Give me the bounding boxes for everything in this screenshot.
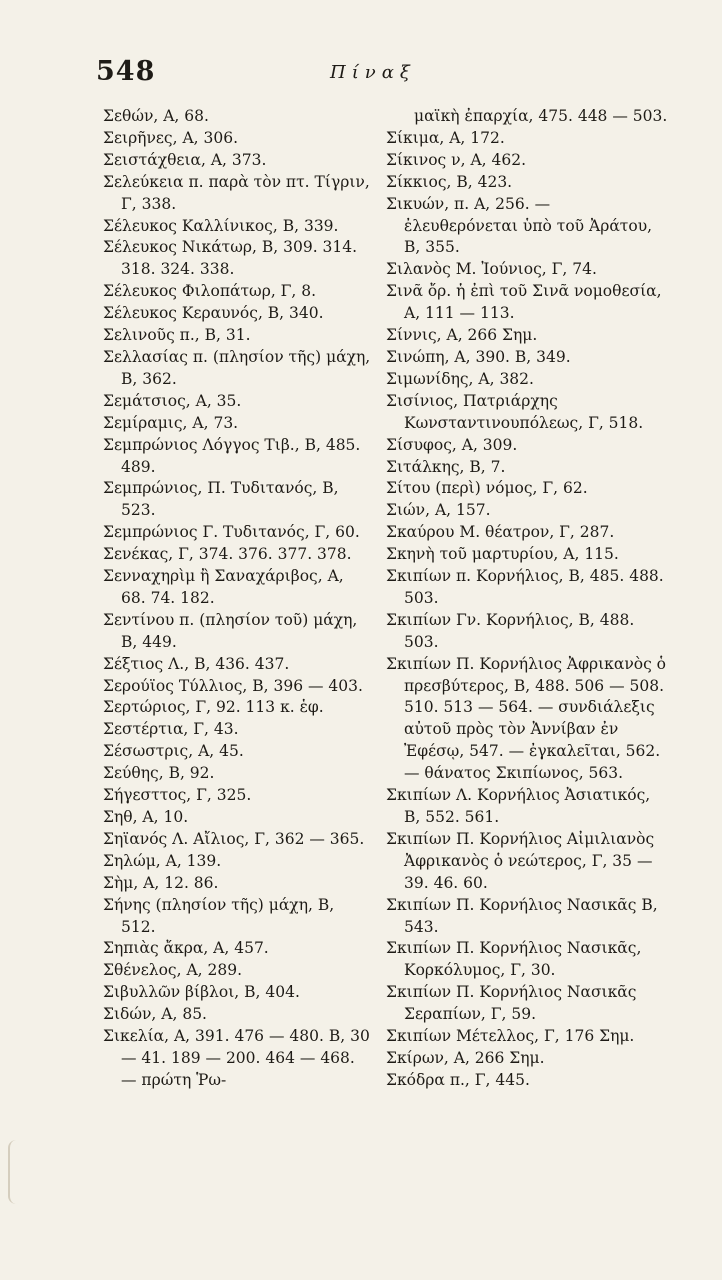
index-entry: Σέλευκος Νικάτωρ, Β, 309. 314. 318. 324. 338. <box>103 238 358 279</box>
index-entry: Σεύθης, Β, 92. <box>103 764 215 783</box>
index-entry: Σιβυλλῶν βίβλοι, Β, 404. <box>103 983 300 1002</box>
index-entry: Σκιπίων Π. Κορνήλιος Νασικᾶς Β, 543. <box>386 895 658 936</box>
index-entry: Σήνης (πλησίον τῆς) μάχη, Β, 512. <box>103 895 335 936</box>
index-entry: Σηπιὰς ἄκρα, Α, 457. <box>103 939 269 958</box>
index-entry: Σελεύκεια π. παρὰ τὸν πτ. Τίγριν, Γ, 338. <box>103 172 370 213</box>
index-entry: Σερτώριος, Γ, 92. 113 κ. ἑφ. <box>103 698 324 717</box>
index-entry: Σηθ, Α, 10. <box>103 808 189 826</box>
index-entry: Σθένελος, Α, 289. <box>103 961 243 980</box>
index-entry: Σκιπίων Π. Κορνήλιος Ἀφρικανὸς ὁ πρεσβύτερος, Β, 488. 506 — 508. 510. 513 — 564. — συνδιάλεξις αὐτοῦ πρὸς τὸν Ἀννίβαν ἐν Ἐφέσῳ, 547. — ἐγκαλεῖται, 562. — θάνατος Σκιπίωνος, 563. <box>386 654 667 783</box>
index-entry: Σεμπρώνιος Λόγγος Τιβ., Β, 485. 489. <box>103 435 361 476</box>
index-entry: Σικελία, Α, 391. 476 — 480. Β, 30 — 41. 189 — 200. 464 — 468. — πρώτη Ῥω- <box>103 1027 370 1089</box>
index-entry: Σεμίραμις, Α, 73. <box>103 413 239 432</box>
index-entry: Σειρῆνες, Α, 306. <box>103 128 239 147</box>
index-entry: Σιτάλκης, Β, 7. <box>386 457 506 476</box>
index-column-right <box>386 106 668 1092</box>
index-entry: Σιών, Α, 157. <box>386 501 491 520</box>
index-entry: Σιμωνίδης, Α, 382. <box>386 369 534 388</box>
index-entry: Σκηνὴ τοῦ μαρτυρίου, Α, 115. <box>386 545 619 564</box>
index-entry: Σεθών, Α, 68. <box>103 107 209 125</box>
index-entry: Σεντίνου π. (πλησίον τοῦ) μάχη, Β, 449. <box>103 610 358 651</box>
index-entry: Σισίνιος, Πατριάρχης Κωνσταντινουπόλεως, Γ, 518. <box>386 391 644 432</box>
index-entry: Σκιπίων Λ. Κορνήλιος Ἀσιατικός, Β, 552. 561. <box>386 786 651 826</box>
index-entry: Σερούϊος Τύλλιος, Β, 396 — 403. <box>103 676 363 695</box>
index-entry: Σίσυφος, Α, 309. <box>386 435 518 454</box>
index-entry: Σέλευκος Φιλοπάτωρ, Γ, 8. <box>103 282 317 301</box>
index-entry: Σέλευκος Κεραυνός, Β, 340. <box>103 304 324 323</box>
index-entry: Σεστέρτια, Γ, 43. <box>103 720 239 739</box>
index-entry: Σίκινος ν, Α, 462. <box>386 150 526 169</box>
index-entry: Σκαύρου Μ. θέατρον, Γ, 287. <box>386 523 615 542</box>
index-entry: Σκιπίων Π. Κορνήλιος Νασικᾶς Σεραπίων, Γ, 59. <box>386 983 637 1024</box>
index-entry: Σίκιμα, Α, 172. <box>386 128 505 147</box>
index-entry: Σκιπίων Γν. Κορνήλιος, Β, 488. 503. <box>386 610 635 651</box>
index-entry: Σειστάχθεια, Α, 373. <box>103 150 267 169</box>
index-entry: Σενέκας, Γ, 374. 376. 377. 378. <box>103 545 352 564</box>
index-entry-continuation: μαϊκὴ ἐπαρχία, 475. 448 — 503. <box>414 107 668 125</box>
running-head: Πίναξ <box>330 62 416 83</box>
index-entry: Σίτου (περὶ) νόμος, Γ, 62. <box>386 479 588 498</box>
index-entry: Σέξτιος Λ., Β, 436. 437. <box>103 654 290 673</box>
index-entry: Σέσωστρις, Α, 45. <box>103 742 244 761</box>
index-entry: Σινᾶ ὄρ. ἡ ἐπὶ τοῦ Σινᾶ νομοθεσία, Α, 111 — 113. <box>386 282 662 323</box>
index-entry: Σήγεσττος, Γ, 325. <box>103 786 252 805</box>
index-column-left <box>103 106 373 1092</box>
index-entry: Σιλανὸς Μ. Ἰούνιος, Γ, 74. <box>386 260 597 279</box>
index-entry: Σελλασίας π. (πλησίον τῆς) μάχη, Β, 362. <box>103 347 371 388</box>
index-entry: Σηϊανός Λ. Αἴλιος, Γ, 362 — 365. <box>103 829 365 848</box>
index-entry: Σέλευκος Καλλίνικος, Β, 339. <box>103 216 339 235</box>
index-entry: Σκιπίων Π. Κορνήλιος Αἰμιλιανὸς Ἀφρικανὸς ὁ νεώτερος, Γ, 35 — 39. 46. 60. <box>386 829 655 892</box>
index-entry: Σκιπίων π. Κορνήλιος, Β, 485. 488. 503. <box>386 567 664 607</box>
index-entry: Σκίρων, Α, 266 Σημ. <box>386 1048 545 1067</box>
page-number: 548 <box>96 56 156 87</box>
index-entry: Σικυών, π. Α, 256. — ἐλευθερόνεται ὑπὸ τοῦ Ἀράτου, Β, 355. <box>386 194 653 257</box>
index-entry: Σκιπίων Π. Κορνήλιος Νασικᾶς, Κορκόλυμος, Γ, 30. <box>386 939 642 980</box>
index-entry: Σὴμ, Α, 12. 86. <box>103 873 219 892</box>
index-entry: Σελινοῦς π., Β, 31. <box>103 326 251 345</box>
index-entry: Σίννις, Α, 266 Σημ. <box>386 326 538 345</box>
index-entry: Σινώπη, Α, 390. Β, 349. <box>386 347 571 366</box>
page-edge-mark <box>8 1140 26 1204</box>
index-entry: Σενναχηρὶμ ἢ Σαναχάριβος, Α, 68. 74. 182. <box>103 567 344 607</box>
index-entry: Σιδών, Α, 85. <box>103 1005 207 1024</box>
index-entry: Σεμπρώνιος, Π. Τυδιτανός, Β, 523. <box>103 479 339 520</box>
index-entry: Σίκκιος, Β, 423. <box>386 172 513 191</box>
index-entry: Σκόδρα π., Γ, 445. <box>386 1070 530 1089</box>
index-entry: Σηλώμ, Α, 139. <box>103 851 222 870</box>
index-entry: Σκιπίων Μέτελλος, Γ, 176 Σημ. <box>386 1027 635 1046</box>
index-entry: Σεμάτσιος, Α, 35. <box>103 391 242 410</box>
index-entry: Σεμπρώνιος Γ. Τυδιτανός, Γ, 60. <box>103 523 360 542</box>
